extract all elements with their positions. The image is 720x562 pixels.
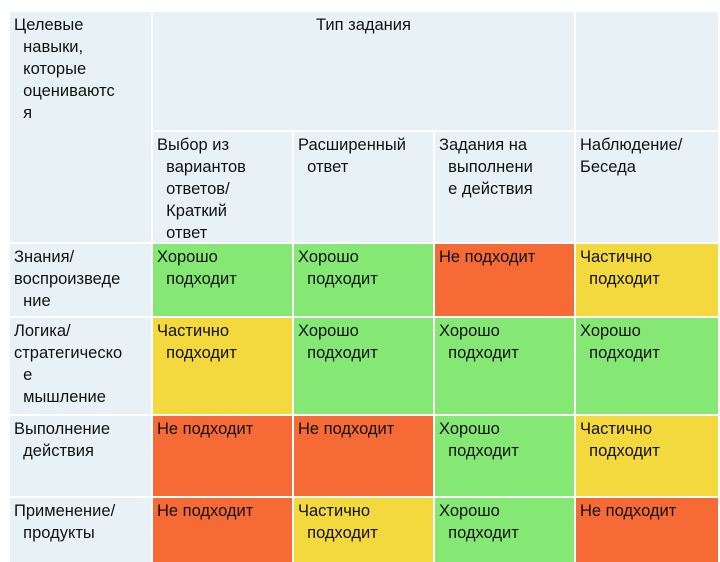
rating-cell: Хорошо подходит <box>576 318 718 414</box>
rating-cell: Хорошо подходит <box>435 498 574 562</box>
rating-cell: Не подходит <box>294 416 433 496</box>
rating-cell: Не подходит <box>153 498 292 562</box>
rating-cell: Не подходит <box>435 244 574 316</box>
rating-cell: Хорошо подходит <box>435 318 574 414</box>
column-header-observation: Наблюдение/ Беседа <box>576 132 718 242</box>
header-blank <box>576 12 718 130</box>
column-header-extended: Расширенный ответ <box>294 132 433 242</box>
rating-cell: Хорошо подходит <box>294 318 433 414</box>
rating-cell: Хорошо подходит <box>435 416 574 496</box>
row-label-logic: Логика/ стратегическо е мышление <box>10 318 151 414</box>
rating-cell: Частично подходит <box>153 318 292 414</box>
rating-cell: Частично подходит <box>576 244 718 316</box>
rating-cell: Хорошо подходит <box>294 244 433 316</box>
task-type-header: Тип задания <box>153 12 574 130</box>
row-label-application: Применение/ продукты <box>10 498 151 562</box>
rating-cell: Частично подходит <box>294 498 433 562</box>
column-header-choice: Выбор из вариантов ответов/ Краткий ответ <box>153 132 292 242</box>
rating-cell: Не подходит <box>153 416 292 496</box>
row-label-performance: Выполнение действия <box>10 416 151 496</box>
row-label-knowledge: Знания/ воспроизведе ние <box>10 244 151 316</box>
skills-header: Целевые навыки, которые оценивaютс я <box>10 12 151 242</box>
suitability-table <box>10 12 710 552</box>
rating-cell: Не подходит <box>576 498 718 562</box>
rating-cell: Хорошо подходит <box>153 244 292 316</box>
rating-cell: Частично подходит <box>576 416 718 496</box>
column-header-performance: Задания на выполнени е действия <box>435 132 574 242</box>
